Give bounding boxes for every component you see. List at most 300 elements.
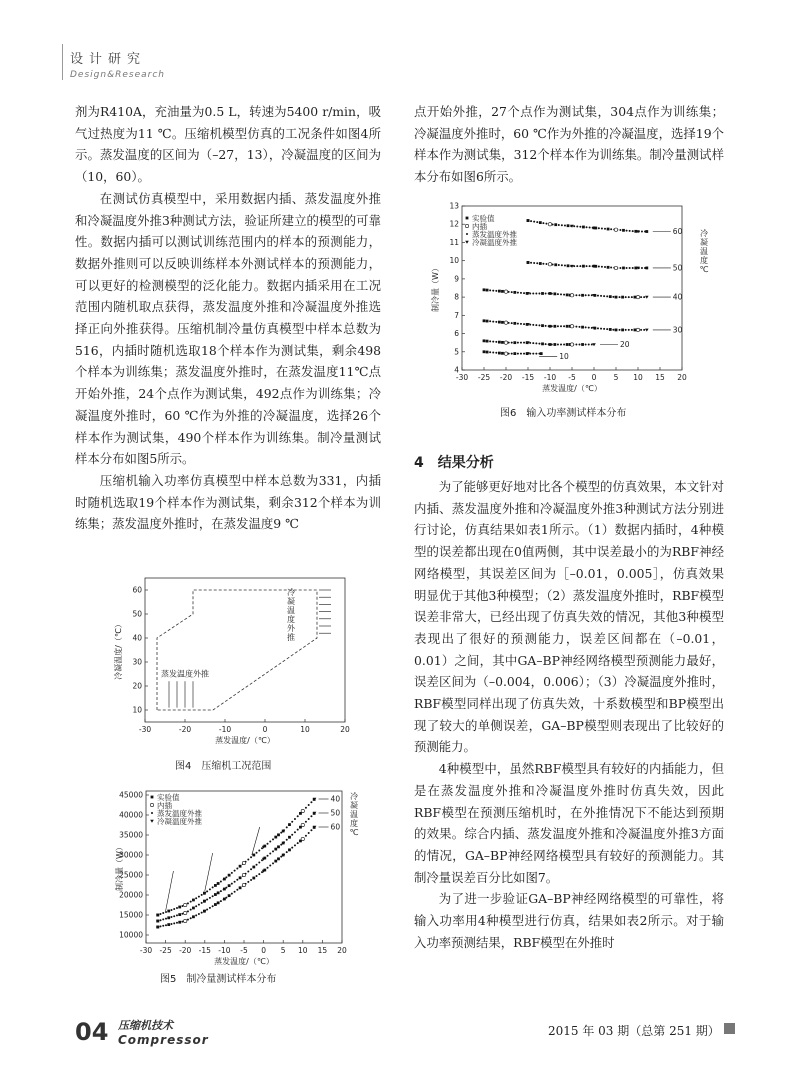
curve-label: 40 bbox=[330, 794, 341, 804]
header-title-en: Design&Research bbox=[70, 70, 165, 80]
data-point bbox=[178, 913, 181, 916]
issue-info: 2015 年 03 期（总第 251 期） bbox=[548, 1024, 720, 1038]
side-label-char: 凝 bbox=[700, 238, 708, 247]
data-point bbox=[538, 324, 540, 326]
data-point bbox=[626, 230, 628, 232]
data-point bbox=[591, 294, 593, 296]
data-point bbox=[554, 263, 557, 266]
data-point bbox=[604, 266, 606, 268]
data-point bbox=[527, 219, 530, 222]
data-point bbox=[504, 321, 507, 324]
data-point bbox=[604, 228, 606, 230]
data-point bbox=[636, 295, 639, 298]
data-point bbox=[645, 230, 648, 233]
paragraph: 4种模型中，虽然RBF模型具有较好的内插能力，但是在蒸发温度外推和冷凝温度外推时仿真失效，因此RBF模型在预测压缩机时，在外推情况下不能达到预期的效果。综合内插、蒸发温度外推和冷凝温度外推3方面的情况，GA–BP神经网络模型具有较好的预测能力。其制冷量误差百分比如图7。 bbox=[414, 761, 724, 885]
x-tick-label: 15 bbox=[655, 373, 665, 382]
data-point bbox=[239, 886, 242, 889]
data-point bbox=[529, 342, 531, 344]
x-tick-label: -10 bbox=[218, 946, 231, 955]
data-point bbox=[486, 320, 489, 323]
data-point bbox=[242, 861, 245, 864]
data-point bbox=[184, 919, 187, 922]
y-tick-label: 13 bbox=[449, 201, 459, 211]
data-point bbox=[622, 267, 625, 270]
data-point bbox=[247, 881, 249, 883]
data-point bbox=[532, 324, 534, 326]
page-number: 04 bbox=[75, 1018, 109, 1046]
footer-square bbox=[724, 1023, 735, 1034]
data-point bbox=[609, 328, 612, 331]
annotation-char: 度 bbox=[287, 614, 295, 624]
data-point bbox=[612, 296, 614, 298]
data-point bbox=[619, 229, 621, 231]
data-point bbox=[578, 294, 580, 296]
data-point bbox=[566, 293, 569, 296]
data-point bbox=[176, 907, 178, 909]
data-point bbox=[629, 267, 631, 269]
data-point bbox=[614, 266, 617, 269]
data-point bbox=[549, 343, 552, 346]
data-point bbox=[269, 841, 271, 843]
side-label-char: 冷 bbox=[350, 792, 358, 801]
x-tick-label: 10 bbox=[633, 373, 643, 382]
data-point bbox=[267, 843, 269, 845]
data-point bbox=[272, 862, 274, 864]
data-point bbox=[588, 327, 590, 329]
data-point bbox=[530, 220, 532, 222]
data-point bbox=[223, 878, 226, 881]
data-point bbox=[223, 888, 226, 891]
data-point bbox=[610, 228, 612, 230]
x-axis-label: 蒸发温度/（℃） bbox=[214, 957, 274, 965]
y-tick-label: 5 bbox=[454, 347, 459, 357]
data-point bbox=[542, 263, 544, 265]
data-point bbox=[294, 831, 296, 833]
paragraph: 在测试仿真模型中，采用数据内插、蒸发温度外推和冷凝温度外推3种测试方法，验证所建立的模型的可靠性。数据内插可以测试训练范围内的样本的预测能力，数据外推则可以反映训练样本外测试样本的预测能力，可以更好的检测模型的泛化能力。数据内插采用在工况范围内随机取点获得，蒸发温度外推和冷凝温度外推选择正向外推获得。压缩机制冷量仿真模型中样本总数为516，内插时随机选取18个样本作为测试集，剩余498个样本为训练集；蒸发温度外推时，在蒸发温度11℃点开始外推，24个点作为测试集，492点作为训练集；冷凝温度外推时，60 ℃作为外推的冷凝温度，选择26个样本作为测试集，490个样本作为训练集。制冷量测试样本分布如图5所示。 bbox=[75, 190, 381, 467]
data-point bbox=[593, 265, 596, 268]
y-tick-label: 7 bbox=[454, 310, 459, 320]
data-point bbox=[517, 342, 519, 344]
data-point bbox=[529, 292, 531, 294]
data-point bbox=[597, 295, 599, 297]
x-tick-label: 20 bbox=[340, 725, 350, 734]
data-point bbox=[206, 909, 208, 911]
data-point bbox=[228, 884, 231, 887]
data-point bbox=[532, 353, 534, 355]
data-point bbox=[553, 292, 556, 295]
data-point bbox=[156, 926, 159, 929]
data-point bbox=[176, 914, 178, 916]
data-point bbox=[212, 895, 214, 897]
data-point bbox=[192, 899, 195, 902]
data-point bbox=[165, 924, 167, 926]
data-point bbox=[582, 226, 585, 229]
data-point bbox=[606, 295, 608, 297]
data-point bbox=[498, 290, 501, 293]
data-point bbox=[272, 850, 274, 852]
extrapolation-arrow bbox=[205, 853, 213, 891]
section-heading: 4 结果分析 bbox=[414, 455, 494, 471]
data-point bbox=[286, 839, 288, 841]
data-point bbox=[560, 325, 562, 327]
y-axis-label: 冷凝温度/（℃） bbox=[114, 620, 123, 680]
data-point bbox=[286, 826, 288, 828]
data-point bbox=[609, 295, 612, 298]
x-tick-label: -25 bbox=[477, 373, 491, 382]
data-point bbox=[184, 903, 187, 906]
side-label-char: 温 bbox=[700, 247, 708, 256]
data-point bbox=[645, 329, 649, 332]
data-point bbox=[603, 295, 605, 297]
data-point bbox=[239, 865, 242, 868]
x-axis-label: 蒸发温度/（℃） bbox=[542, 384, 602, 393]
data-point bbox=[201, 912, 203, 914]
legend-entry: 内插 bbox=[157, 800, 172, 810]
annotation-char: 推 bbox=[287, 632, 295, 642]
data-point bbox=[566, 325, 569, 328]
figure-5-caption: 图5 制冷量测试样本分布 bbox=[160, 974, 277, 985]
data-point bbox=[297, 815, 299, 817]
data-point bbox=[573, 225, 575, 227]
data-point bbox=[631, 296, 633, 298]
data-point bbox=[585, 343, 587, 345]
data-point bbox=[498, 341, 501, 344]
data-point bbox=[465, 241, 469, 244]
data-point bbox=[520, 323, 522, 325]
x-tick-label: -5 bbox=[240, 946, 248, 955]
annotation-char: 冷 bbox=[287, 587, 295, 597]
curve-label: 30 bbox=[672, 325, 683, 335]
data-point bbox=[501, 321, 504, 324]
data-point bbox=[504, 352, 507, 355]
side-label-char: 温 bbox=[350, 810, 358, 819]
data-point bbox=[195, 897, 197, 899]
data-point bbox=[201, 894, 203, 896]
header-title-cn: 设计研究 bbox=[70, 52, 147, 67]
data-point bbox=[598, 227, 600, 229]
data-point bbox=[274, 836, 277, 839]
data-point bbox=[489, 289, 491, 291]
data-point bbox=[187, 910, 189, 912]
data-point bbox=[267, 855, 269, 857]
legend-entry: 实验值 bbox=[157, 792, 180, 802]
plot-frame bbox=[145, 578, 345, 722]
data-point bbox=[173, 922, 175, 924]
data-point bbox=[466, 217, 469, 220]
data-point bbox=[600, 295, 602, 297]
data-point bbox=[220, 900, 222, 902]
right-column-body bbox=[414, 476, 724, 953]
data-point bbox=[636, 328, 639, 331]
data-point bbox=[566, 343, 569, 346]
data-point bbox=[523, 323, 525, 325]
x-tick-label: -15 bbox=[198, 946, 211, 955]
annotation-char: 外 bbox=[287, 623, 295, 633]
data-point bbox=[150, 803, 153, 806]
data-point bbox=[564, 265, 566, 267]
data-point bbox=[529, 324, 531, 326]
data-point bbox=[540, 352, 543, 355]
data-point bbox=[523, 292, 525, 294]
x-tick-label: -25 bbox=[159, 946, 172, 955]
data-point bbox=[156, 920, 159, 923]
data-point bbox=[483, 319, 486, 322]
data-point bbox=[511, 291, 513, 293]
data-point bbox=[277, 857, 280, 860]
data-point bbox=[557, 325, 559, 327]
data-point bbox=[214, 884, 217, 887]
data-point bbox=[162, 918, 164, 920]
annotation-char: 凝 bbox=[287, 596, 295, 606]
data-point bbox=[301, 837, 304, 840]
y-tick-label: 10 bbox=[449, 256, 459, 266]
data-point bbox=[173, 915, 175, 917]
data-point bbox=[282, 854, 285, 857]
legend-entry: 实验值 bbox=[472, 213, 495, 223]
data-point bbox=[557, 343, 559, 345]
data-point bbox=[220, 890, 222, 892]
data-point bbox=[310, 815, 312, 817]
x-tick-label: -20 bbox=[499, 373, 513, 382]
data-point bbox=[214, 903, 217, 906]
curve-label: 40 bbox=[672, 292, 683, 302]
data-point bbox=[187, 902, 189, 904]
data-point bbox=[610, 267, 612, 269]
data-point bbox=[535, 353, 537, 355]
data-point bbox=[486, 351, 489, 354]
data-point bbox=[195, 914, 197, 916]
curve-label: 20 bbox=[620, 339, 630, 349]
data-point bbox=[520, 292, 522, 294]
figure-5-chart bbox=[92, 785, 367, 965]
data-point bbox=[541, 292, 544, 295]
data-point bbox=[310, 829, 312, 831]
data-point bbox=[523, 342, 525, 344]
data-point bbox=[291, 834, 293, 836]
data-point bbox=[575, 343, 577, 345]
data-point bbox=[247, 870, 249, 872]
data-point bbox=[579, 226, 581, 228]
x-tick-label: 5 bbox=[280, 946, 286, 955]
data-point bbox=[634, 329, 637, 332]
data-point bbox=[523, 353, 525, 355]
data-point bbox=[223, 898, 226, 901]
data-point bbox=[498, 352, 501, 355]
data-point bbox=[198, 896, 200, 898]
x-tick-label: 15 bbox=[317, 946, 328, 955]
data-point bbox=[209, 907, 211, 909]
data-point bbox=[570, 294, 573, 297]
x-tick-label: -20 bbox=[178, 725, 192, 734]
data-point bbox=[167, 916, 170, 919]
legend-entry: 蒸发温度外推 bbox=[157, 808, 202, 818]
data-point bbox=[282, 830, 285, 833]
data-point bbox=[501, 341, 504, 344]
data-point bbox=[553, 343, 556, 346]
data-point bbox=[228, 874, 231, 877]
data-point bbox=[269, 853, 271, 855]
legend-entry: 冷凝温度外推 bbox=[472, 237, 517, 247]
data-point bbox=[167, 923, 170, 926]
data-point bbox=[165, 911, 167, 913]
data-point bbox=[282, 842, 285, 845]
data-point bbox=[294, 844, 296, 846]
x-axis-label: 蒸发温度/（℃） bbox=[215, 736, 275, 745]
data-point bbox=[535, 292, 537, 294]
data-point bbox=[181, 921, 183, 923]
data-point bbox=[591, 343, 593, 345]
data-point bbox=[492, 321, 494, 323]
legend-entry: 冷凝温度外推 bbox=[157, 816, 202, 826]
data-point bbox=[231, 893, 233, 895]
data-point bbox=[533, 262, 535, 264]
data-point bbox=[170, 916, 172, 918]
data-point bbox=[560, 343, 562, 345]
paragraph: 剂为R410A，充油量为0.5 L，转速为5400 r/min，吸气过热度为11 ℃。压缩机模型仿真的工况条件如图4所示。蒸发温度的区间为（–27，13），冷凝温度的区间为（10，60）。 bbox=[75, 104, 381, 185]
data-point bbox=[301, 809, 304, 812]
data-point bbox=[150, 820, 154, 823]
left-column bbox=[75, 101, 381, 535]
data-point bbox=[588, 343, 590, 345]
data-point bbox=[256, 864, 258, 866]
y-tick-label: 8 bbox=[454, 292, 459, 302]
data-point bbox=[536, 221, 538, 223]
data-point bbox=[511, 342, 513, 344]
data-point bbox=[308, 818, 310, 820]
right-column-top bbox=[414, 101, 724, 188]
data-point bbox=[538, 343, 540, 345]
data-point bbox=[529, 353, 531, 355]
data-point bbox=[582, 265, 585, 268]
data-point bbox=[549, 292, 552, 295]
data-point bbox=[291, 847, 293, 849]
data-point bbox=[252, 866, 255, 869]
data-point bbox=[628, 329, 630, 331]
data-point bbox=[495, 341, 497, 343]
data-point bbox=[256, 875, 258, 877]
data-point bbox=[234, 870, 236, 872]
data-point bbox=[190, 909, 192, 911]
data-point bbox=[501, 352, 504, 355]
data-point bbox=[641, 231, 643, 233]
data-point bbox=[640, 329, 642, 331]
y-tick-label: 30 bbox=[132, 657, 142, 667]
data-point bbox=[532, 342, 534, 344]
data-point bbox=[554, 223, 557, 226]
data-point bbox=[288, 848, 291, 851]
annotation-char: 温 bbox=[287, 605, 295, 615]
data-point bbox=[593, 226, 596, 229]
x-tick-label: -15 bbox=[521, 373, 535, 382]
x-tick-label: 10 bbox=[298, 946, 308, 955]
data-point bbox=[557, 293, 559, 295]
data-point bbox=[628, 296, 630, 298]
data-point bbox=[162, 925, 164, 927]
running-header bbox=[70, 48, 165, 80]
curve-label: 10 bbox=[559, 352, 569, 362]
data-point bbox=[629, 230, 631, 232]
data-point bbox=[581, 326, 584, 329]
data-point bbox=[517, 353, 519, 355]
data-point bbox=[466, 233, 468, 235]
data-point bbox=[545, 325, 547, 327]
data-point bbox=[563, 294, 565, 296]
data-point bbox=[535, 324, 537, 326]
data-point bbox=[615, 296, 618, 299]
data-point bbox=[576, 265, 578, 267]
data-point bbox=[532, 292, 534, 294]
extrapolation-arrow bbox=[166, 871, 174, 911]
y-tick-label: 10000 bbox=[119, 930, 143, 940]
data-point bbox=[261, 859, 263, 861]
legend-entry: 蒸发温度外推 bbox=[472, 229, 517, 239]
data-point bbox=[573, 265, 575, 267]
data-point bbox=[178, 906, 181, 909]
y-tick-label: 4 bbox=[454, 365, 459, 375]
data-point bbox=[151, 796, 154, 799]
data-point bbox=[305, 835, 307, 837]
x-tick-label: -10 bbox=[218, 725, 232, 734]
data-point bbox=[621, 296, 624, 299]
data-point bbox=[162, 912, 164, 914]
data-point bbox=[622, 229, 625, 232]
data-point bbox=[190, 901, 192, 903]
data-point bbox=[626, 267, 628, 269]
y-tick-label: 25000 bbox=[119, 870, 143, 880]
data-point bbox=[217, 901, 220, 904]
data-point bbox=[607, 266, 610, 269]
x-tick-label: 0 bbox=[262, 725, 268, 734]
data-point bbox=[151, 812, 153, 814]
data-point bbox=[209, 897, 211, 899]
figure-6-caption: 图6 输入功率测试样本分布 bbox=[500, 408, 627, 419]
data-point bbox=[258, 873, 260, 875]
data-point bbox=[588, 294, 590, 296]
data-point bbox=[619, 296, 621, 298]
data-point bbox=[586, 226, 588, 228]
data-point bbox=[589, 265, 591, 267]
data-point bbox=[567, 224, 570, 227]
data-point bbox=[181, 905, 183, 907]
data-point bbox=[615, 329, 618, 332]
data-point bbox=[541, 342, 544, 345]
data-point bbox=[234, 891, 236, 893]
data-point bbox=[606, 328, 608, 330]
data-point bbox=[575, 294, 577, 296]
data-point bbox=[495, 290, 497, 292]
curve-label: 50 bbox=[330, 808, 341, 818]
data-point bbox=[578, 343, 580, 345]
data-point bbox=[206, 899, 208, 901]
data-point bbox=[297, 829, 299, 831]
y-tick-label: 45000 bbox=[119, 790, 143, 800]
data-point bbox=[184, 911, 187, 914]
data-point bbox=[252, 854, 255, 857]
y-tick-label: 35000 bbox=[119, 830, 143, 840]
data-point bbox=[601, 228, 603, 230]
data-point bbox=[274, 848, 277, 851]
data-point bbox=[160, 925, 162, 927]
data-point bbox=[641, 267, 643, 269]
data-point bbox=[511, 322, 513, 324]
side-label-char: 度 bbox=[700, 256, 708, 265]
data-point bbox=[250, 868, 252, 870]
paragraph: 点开始外推，27个点作为测试集，304点作为训练集；冷凝温度外推时，60 ℃作为外推的冷凝温度，选择19个样本作为测试集，312个样本作为训练集。制冷量测试样本分布如图6所示。 bbox=[414, 104, 724, 185]
side-label-char: 凝 bbox=[350, 801, 358, 810]
y-tick-label: 40000 bbox=[119, 810, 143, 820]
data-point bbox=[486, 340, 489, 343]
data-point bbox=[511, 353, 513, 355]
